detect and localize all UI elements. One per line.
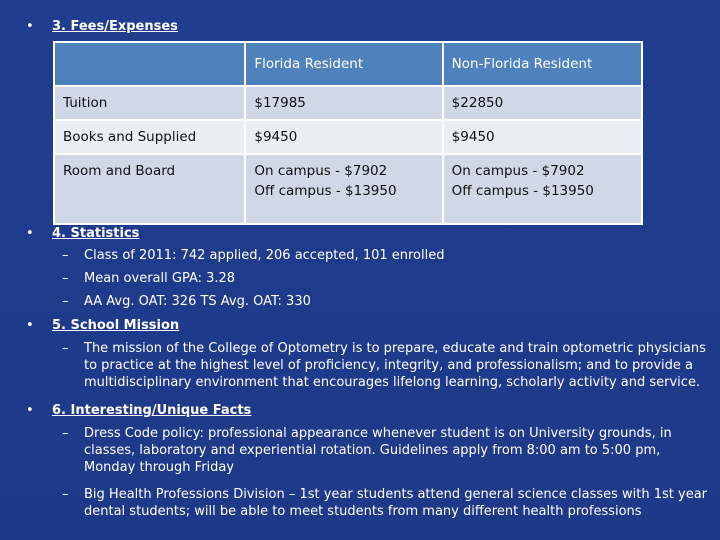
mission-heading: 5. School Mission [52,318,180,333]
bullet-fees: • [26,19,34,34]
facts-heading: 6. Interesting/Unique Facts [52,403,252,418]
bullet-statistics: • [26,226,34,241]
statistics-heading: 4. Statistics [52,226,140,241]
non-florida-value: $22850 [443,86,642,120]
list-item: – Mean overall GPA: 3.28 [62,271,236,286]
list-item: – AA Avg. OAT: 326 TS Avg. OAT: 330 [62,294,311,309]
fees-header-florida: Florida Resident [245,42,442,86]
fees-table [53,41,643,225]
bullet-mission: • [26,318,34,333]
table-row [54,154,642,224]
table-row [54,120,642,154]
list-item: – The mission of the College of Optometry is to prepare, educate and train optometric physicians to practice at the highest level of proficiency, integrity, and professionalism; and to provide a multidisciplinary environment that encourages lifelong learning, scholarly activity and service. [62,341,706,390]
florida-value: On campus - $7902 Off campus - $13950 [245,154,442,224]
row-label: Books and Supplied [54,120,245,154]
bullet-facts: • [26,403,34,418]
row-label: Tuition [54,86,245,120]
row-label: Room and Board [54,154,245,224]
fees-header-non-florida: Non-Florida Resident [443,42,642,86]
fees-table-header-row [54,42,642,86]
list-item: – Big Health Professions Division – 1st year students attend general science classes with 1st year dental students; will be able to meet students from many different health professions [62,487,708,519]
list-item: – Dress Code policy: professional appearance whenever student is on University grounds, in classes, laboratory and experiential rotation. Guidelines apply from 8:00 am to 5:00 pm, Monday through Friday [62,426,672,475]
fees-heading: 3. Fees/Expenses [52,19,178,34]
non-florida-value: On campus - $7902 Off campus - $13950 [443,154,642,224]
florida-value: $9450 [245,120,442,154]
fees-header-empty [54,42,245,86]
list-item: – Class of 2011: 742 applied, 206 accepted, 101 enrolled [62,248,445,263]
table-row [54,86,642,120]
non-florida-value: $9450 [443,120,642,154]
florida-value: $17985 [245,86,442,120]
